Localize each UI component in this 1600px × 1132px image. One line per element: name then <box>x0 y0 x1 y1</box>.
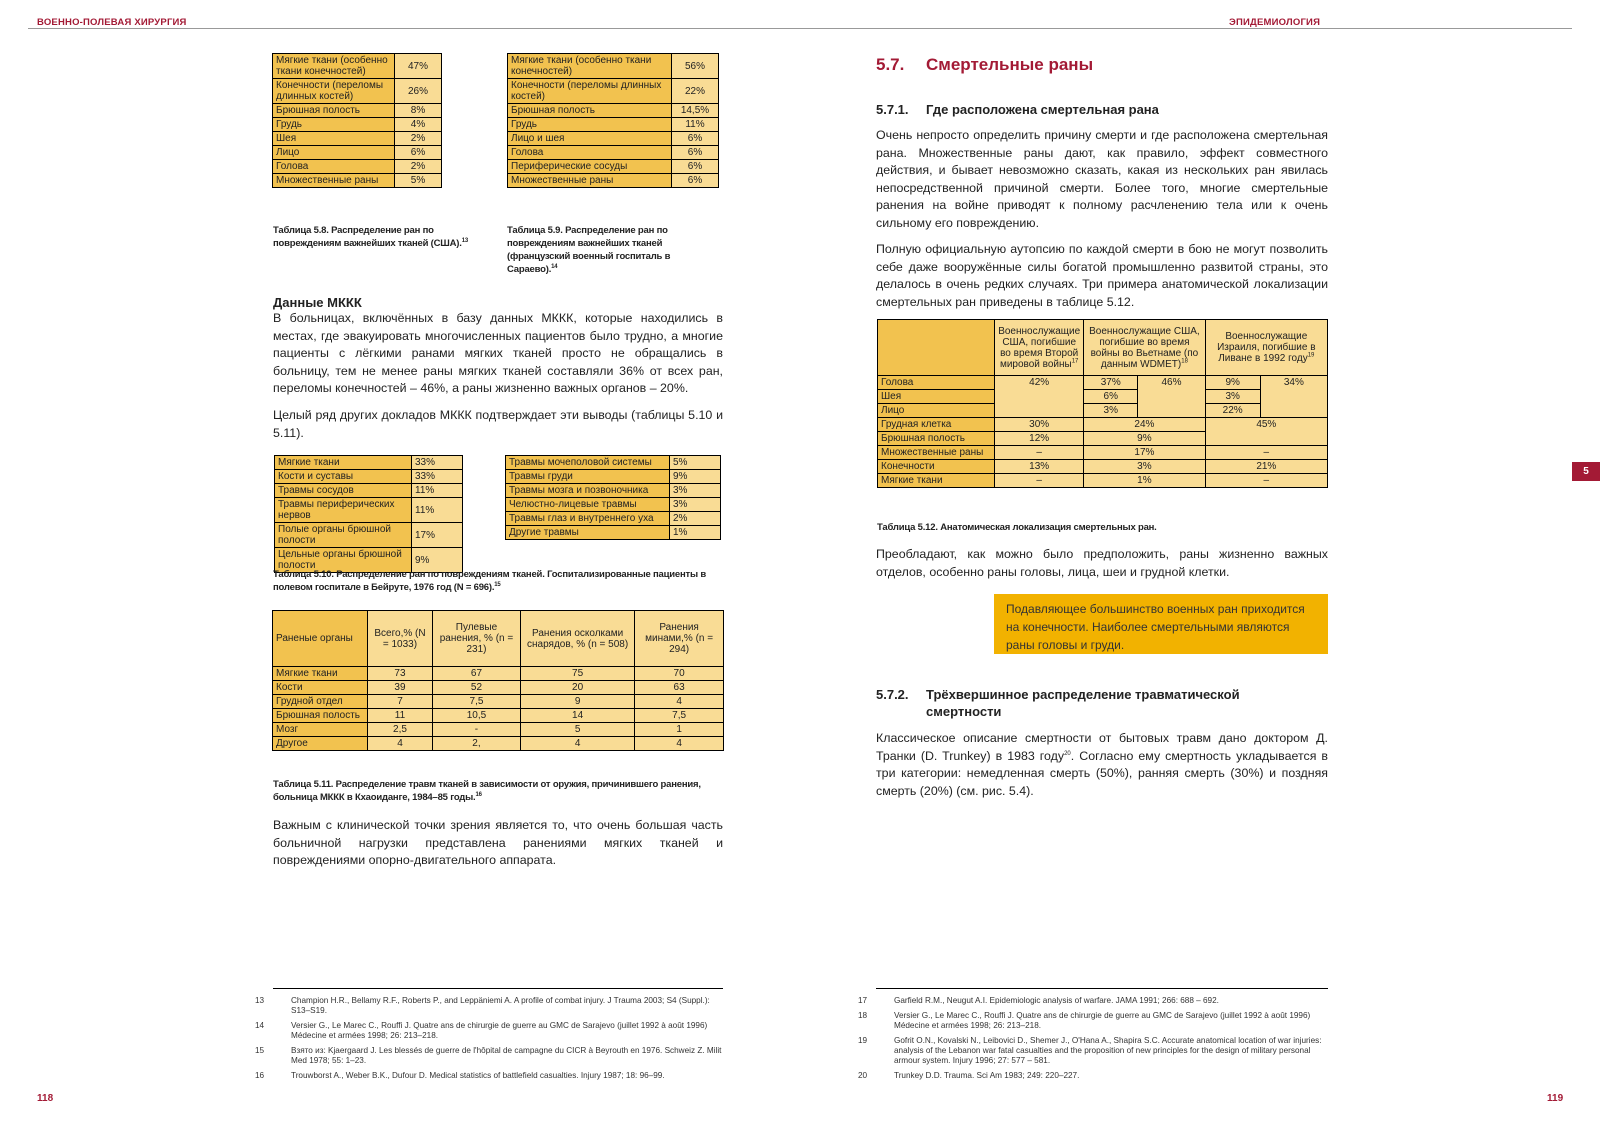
row-value: 52 <box>432 681 520 695</box>
callout-box: Подавляющее большинство военных ран приходится на конечности. Наиболее смертельными являются раны головы и груди. <box>994 594 1328 654</box>
icrc-paragraph-2: Целый ряд других докладов МККК подтверждает эти выводы (таблицы 5.10 и 5.11). <box>273 408 723 440</box>
paragraph-trunkey-ref: 20 <box>1064 750 1071 757</box>
footnote-number: 19 <box>858 1036 868 1045</box>
table-row <box>273 104 442 118</box>
subsection-heading-5-7-1 <box>876 101 1159 118</box>
table-5-12-row-abdomen: Брюшная полость <box>878 432 995 446</box>
row-label: Мягкие ткани <box>275 456 412 470</box>
table-row <box>506 526 721 540</box>
table-row <box>508 79 719 104</box>
row-value: 33% <box>412 456 463 470</box>
table-row <box>273 118 442 132</box>
footnote-text: Trouwborst A., Weber B.K., Dufour D. Medical statistics of battlefield casualties. Injury 1987; 18: 96–99. <box>291 1071 665 1080</box>
row-label: Мягкие ткани (особенно ткани конечностей) <box>508 54 672 79</box>
paragraph-trunkey <box>876 730 1328 800</box>
row-value: 4 <box>635 695 724 709</box>
row-label: Конечности (переломы длинных костей) <box>508 79 672 104</box>
table-row <box>508 54 719 79</box>
row-value: 11% <box>412 484 463 498</box>
footnote-text: Gofrit O.N., Kovalski N., Leibovici D., Shemer J., O'Hana A., Shapira S.C. Accurate anatomical location of war injuries: analysis of the Lebanon war fatal casualties and the proposition of new principles for the design of military personal armour system. Injury 1996; 27: 577 – 581. <box>894 1036 1322 1065</box>
table-row <box>273 709 724 723</box>
row-label: Лицо <box>273 146 395 160</box>
footnote-rule-right <box>876 988 1328 989</box>
row-value: 6% <box>672 132 719 146</box>
table-row <box>275 523 463 548</box>
row-value: 33% <box>412 470 463 484</box>
footnote <box>255 1071 723 1081</box>
running-header-right: ЭПИДЕМИОЛОГИЯ <box>1229 17 1321 28</box>
row-label: Травмы периферических нервов <box>275 498 412 523</box>
table-5-12-cell: 30% <box>995 418 1084 432</box>
row-value: 75 <box>520 667 634 681</box>
row-label: Мягкие ткани <box>273 667 368 681</box>
table-5-12-cell: – <box>1205 474 1327 488</box>
header-rule-left <box>28 28 968 29</box>
table-5-12-row-face: Лицо <box>878 404 995 418</box>
row-label: Брюшная полость <box>508 104 672 118</box>
table-5-12-cell: 45% <box>1205 418 1327 446</box>
table-5-12-row-limbs: Конечности <box>878 460 995 474</box>
table-row <box>273 695 724 709</box>
page-number-left: 118 <box>37 1093 54 1104</box>
footnote <box>858 1036 1328 1066</box>
row-label: Мозг <box>273 723 368 737</box>
column-header: Всего,% (N = 1033) <box>368 611 433 667</box>
row-value: 9% <box>412 548 463 573</box>
table-5-12-cell: 21% <box>1205 460 1327 474</box>
table-5-12-cell: 3% <box>1205 390 1260 404</box>
table-5-12-cell: 6% <box>1084 390 1138 404</box>
table-5-10-left <box>274 455 463 573</box>
row-value: 2% <box>395 160 442 174</box>
row-value: 7,5 <box>432 695 520 709</box>
caption-5-9 <box>507 224 722 276</box>
row-value: 10,5 <box>432 709 520 723</box>
row-value: 20 <box>520 681 634 695</box>
caption-5-11-ref: 16 <box>475 791 482 798</box>
section-heading-5-7 <box>876 55 1093 75</box>
footnote <box>255 1021 723 1041</box>
table-5-12 <box>877 319 1328 488</box>
row-value: 63 <box>635 681 724 695</box>
row-label: Цельные органы брюшной полости <box>275 548 412 573</box>
row-label: Грудь <box>273 118 395 132</box>
table-row <box>506 470 721 484</box>
table-row <box>508 160 719 174</box>
subsection-title-2 <box>926 686 1240 720</box>
row-value: 14,5% <box>672 104 719 118</box>
table-5-12-cell: 1% <box>1084 474 1205 488</box>
footnote-number: 14 <box>255 1021 265 1030</box>
icrc-heading: Данные МККК <box>273 295 362 310</box>
table-5-12-cell: 22% <box>1205 404 1260 418</box>
table-row <box>275 470 463 484</box>
row-value: 8% <box>395 104 442 118</box>
footnote-number: 18 <box>858 1011 868 1020</box>
row-value: 9% <box>670 470 721 484</box>
subsection-title: Где расположена смертельная рана <box>926 102 1159 117</box>
caption-5-10-text: Таблица 5.10. Распределение ран по повреждениям тканей. Госпитализированные пациенты в полевом госпитале в Бейруте, 1976 год (N = 696). <box>273 569 706 593</box>
table-row <box>273 79 442 104</box>
row-value: 11% <box>412 498 463 523</box>
caption-5-11 <box>273 778 713 804</box>
row-value: 3% <box>670 498 721 512</box>
row-value: - <box>432 723 520 737</box>
row-value: 3% <box>670 484 721 498</box>
footnote-text: Garfield R.M., Neugut A.I. Epidemiologic analysis of warfare. JAMA 1991; 266: 688 – 692. <box>894 996 1219 1005</box>
row-label: Голова <box>508 146 672 160</box>
table-row <box>275 484 463 498</box>
row-value: 5% <box>395 174 442 188</box>
row-value: 4 <box>368 737 433 751</box>
row-label: Лицо и шея <box>508 132 672 146</box>
table-row <box>273 132 442 146</box>
row-label: Челюстно-лицевые травмы <box>506 498 670 512</box>
section-title: Смертельные раны <box>926 55 1094 74</box>
footnotes-left <box>255 996 723 1086</box>
caption-5-8-ref: 13 <box>461 237 468 244</box>
table-5-12-header-vietnam: Военнослужащие США, погибшие во время войны во Вьетнаме (по данным WDMET)$^{18}$ <box>1084 320 1205 376</box>
row-value: 7 <box>368 695 433 709</box>
row-value: 11 <box>368 709 433 723</box>
row-value: 6% <box>672 146 719 160</box>
row-label: Грудь <box>508 118 672 132</box>
row-label: Множественные раны <box>508 174 672 188</box>
table-row <box>273 681 724 695</box>
row-value: 11% <box>672 118 719 132</box>
row-value: 6% <box>395 146 442 160</box>
row-value: 6% <box>672 174 719 188</box>
table-5-12-row-soft: Мягкие ткани <box>878 474 995 488</box>
footnote <box>858 996 1328 1006</box>
icrc-paragraph-1: В больницах, включённых в базу данных МККК, которые находились в местах, где эвакуировать многочисленных пациентов было трудно, а многие пациенты с лёгкими ранами мягких тканей просто не обращались в больницу, тем не менее раны мягких тканей составляли 36% от всех ран, переломы конечностей – 46%, а раны жизненно важных органов – 20%. <box>273 311 723 395</box>
table-5-12-header-lebanon: Военнослужащие Израиля, погибшие в Ливане в 1992 году$^{19}$ <box>1205 320 1327 376</box>
row-label: Кости <box>273 681 368 695</box>
caption-5-11-text: Таблица 5.11. Распределение травм тканей в зависимости от оружия, причинившего ранения, больница МККК в Кхаоиданге, 1984–85 годы. <box>273 779 701 803</box>
row-label: Кости и суставы <box>275 470 412 484</box>
caption-5-10-ref: 15 <box>494 581 501 588</box>
table-row <box>506 456 721 470</box>
table-row <box>275 456 463 470</box>
row-label: Мягкие ткани (особенно ткани конечностей) <box>273 54 395 79</box>
table-row <box>275 498 463 523</box>
subsection-number: 5.7.1. <box>876 102 909 117</box>
table-row <box>508 118 719 132</box>
caption-5-10 <box>273 568 713 594</box>
row-label: Травмы груди <box>506 470 670 484</box>
row-value: 73 <box>368 667 433 681</box>
subsection-title-2-line1: Трёхвершинное распределение травматической <box>926 687 1240 702</box>
table-5-12-cell: 9% <box>1084 432 1205 446</box>
footnote-text: Versier G., Le Marec C., Rouffi J. Quatre ans de chirurgie de guerre au GMC de Sarajevo (juillet 1992 à août 1996) Médecine et armées 1998; 26: 213–218. <box>291 1021 708 1040</box>
caption-5-8 <box>273 224 493 250</box>
row-label: Другое <box>273 737 368 751</box>
row-value: 4% <box>395 118 442 132</box>
row-value: 6% <box>672 160 719 174</box>
row-value: 1 <box>635 723 724 737</box>
paragraph-trunkey-text: Классическое описание смертности от бытовых травм дано доктором Д. Транки (D. Trunkey) в 1983 году <box>876 731 1328 763</box>
table-row <box>273 54 442 79</box>
row-value: 70 <box>635 667 724 681</box>
caption-5-9-ref: 14 <box>551 263 558 270</box>
row-label: Брюшная полость <box>273 709 368 723</box>
row-label: Множественные раны <box>273 174 395 188</box>
row-label: Полые органы брюшной полости <box>275 523 412 548</box>
column-header: Ранения осколками снарядов, % (n = 508) <box>520 611 634 667</box>
row-label: Грудной отдел <box>273 695 368 709</box>
table-row <box>273 160 442 174</box>
footnote-number: 13 <box>255 996 265 1005</box>
footnote-text: Взято из: Kjaergaard J. Les blessés de guerre de l'hôpital de campagne du CICR à Beyrouth en 1976. Schweiz Z. Milit Med 1978; 55: 1–23. <box>291 1046 722 1065</box>
row-value: 2,5 <box>368 723 433 737</box>
table-row <box>508 174 719 188</box>
paragraph-trunkey-tail: . Согласно ему смертность укладывается в три категории: немедленная смерть (50%), ранняя смерть (30%) и поздняя смерть (20%) (см. рис. 5.4). <box>876 748 1328 798</box>
footnote-rule-left <box>273 988 723 989</box>
row-value: 2, <box>432 737 520 751</box>
table-5-12-cell: 3% <box>1084 460 1205 474</box>
paragraph-fatal-1: Очень непросто определить причину смерти и где расположена смертельная рана. Множественные раны дают, как правило, эффект совместного действия, и бывает невозможно сказать, какая из нескольких ран явилась непосредственной причиной смерти. Более того, многие смертельные ранения на войне приводят к полному расчленению тела или к очень сильному его повреждению. <box>876 128 1328 230</box>
row-value: 5% <box>670 456 721 470</box>
footnote-text: Trunkey D.D. Trauma. Sci Am 1983; 249: 220–227. <box>894 1071 1080 1080</box>
table-5-12-cell: 24% <box>1084 418 1205 432</box>
footnote-text: Versier G., Le Marec C., Rouffi J. Quatre ans de chirurgie de guerre au GMC de Sarajevo (juillet 1992 à août 1996) Médecine et armées 1998; 26: 213–218. <box>894 1011 1311 1030</box>
row-value: 39 <box>368 681 433 695</box>
table-header-row <box>273 611 724 667</box>
table-5-12-cell: 42% <box>995 376 1084 418</box>
chapter-tab: 5 <box>1572 462 1600 481</box>
table-row <box>508 132 719 146</box>
row-label: Периферические сосуды <box>508 160 672 174</box>
table-5-12-cell: 12% <box>995 432 1084 446</box>
table-5-12-cell: – <box>1205 446 1327 460</box>
caption-5-8-text: Таблица 5.8. Распределение ран по повреждениям важнейших тканей (США). <box>273 225 462 249</box>
table-row <box>273 146 442 160</box>
table-row <box>273 723 724 737</box>
row-value: 56% <box>672 54 719 79</box>
row-value: 9 <box>520 695 634 709</box>
row-label: Другие травмы <box>506 526 670 540</box>
header-rule-right <box>866 28 1572 29</box>
table-row <box>506 484 721 498</box>
footnote-text: Champion H.R., Bellamy R.F., Roberts P., and Leppäniemi A. A profile of combat injury. J Trauma 2003; S4 (Suppl.): S13–S19. <box>291 996 710 1015</box>
row-value: 67 <box>432 667 520 681</box>
row-value: 14 <box>520 709 634 723</box>
table-5-12-cell: 46% <box>1138 376 1205 418</box>
table-5-12-row-neck: Шея <box>878 390 995 404</box>
paragraph-clinical: Важным с клинической точки зрения является то, что очень большая часть больничной нагрузки представлена ранениями мягких тканей и повреждениями опорно-двигательного аппарата. <box>273 818 723 867</box>
row-label: Травмы мозга и позвоночника <box>506 484 670 498</box>
footnote-number: 15 <box>255 1046 265 1055</box>
table-5-12-cell: 17% <box>1084 446 1205 460</box>
row-label: Травмы глаз и внутреннего уха <box>506 512 670 526</box>
page-number-right: 119 <box>1547 1093 1564 1104</box>
table-5-12-cell: – <box>995 474 1084 488</box>
column-header: Раненые органы <box>273 611 368 667</box>
row-value: 22% <box>672 79 719 104</box>
row-value: 2% <box>395 132 442 146</box>
row-label: Брюшная полость <box>273 104 395 118</box>
caption-5-12: Таблица 5.12. Анатомическая локализация смертельных ран. <box>877 522 1157 533</box>
row-value: 17% <box>412 523 463 548</box>
table-5-12-cell: 3% <box>1084 404 1138 418</box>
table-row <box>273 174 442 188</box>
table-5-12-row-chest: Грудная клетка <box>878 418 995 432</box>
subsection-title-2-line2: смертности <box>926 704 1002 719</box>
footnote <box>255 996 723 1016</box>
table-5-12-cell: – <box>995 446 1084 460</box>
subsection-heading-5-7-2 <box>876 686 1240 720</box>
table-row <box>273 667 724 681</box>
footnote-number: 16 <box>255 1071 265 1080</box>
running-header-left: ВОЕННО-ПОЛЕВАЯ ХИРУРГИЯ <box>37 17 187 28</box>
table-5-12-header-ww2: Военнослужащие США, погибшие во время Второй мировой войны$^{17}$ <box>995 320 1084 376</box>
table-row <box>273 737 724 751</box>
footnote <box>858 1071 1328 1081</box>
footnotes-right <box>858 996 1328 1086</box>
row-label: Шея <box>273 132 395 146</box>
subsection-number-2: 5.7.2. <box>876 687 909 702</box>
table-5-11 <box>272 610 724 751</box>
row-value: 26% <box>395 79 442 104</box>
row-value: 2% <box>670 512 721 526</box>
row-label: Голова <box>273 160 395 174</box>
table-5-12-row-multiple: Множественные раны <box>878 446 995 460</box>
row-value: 47% <box>395 54 442 79</box>
table-row <box>506 512 721 526</box>
row-value: 4 <box>635 737 724 751</box>
column-header: Пулевые ранения, % (n = 231) <box>432 611 520 667</box>
table-5-12-corner <box>878 320 995 376</box>
footnote <box>255 1046 723 1066</box>
caption-5-9-text: Таблица 5.9. Распределение ран по повреждениям важнейших тканей (французский военный госпиталь в Сараево). <box>507 225 671 275</box>
row-value: 1% <box>670 526 721 540</box>
section-number: 5.7. <box>876 55 905 74</box>
row-value: 7,5 <box>635 709 724 723</box>
row-value: 4 <box>520 737 634 751</box>
paragraph-prevail: Преобладают, как можно было предположить, раны жизненно важных отделов, особенно раны головы, лица, шеи и грудной клетки. <box>876 547 1328 579</box>
column-header: Ранения минами,% (n = 294) <box>635 611 724 667</box>
table-5-8 <box>272 53 442 188</box>
table-5-12-cell: 9% <box>1205 376 1260 390</box>
paragraph-fatal-2: Полную официальную аутопсию по каждой смерти в бою не могут позволить себе даже вооружённые силы богатой промышленно развитой страны, это делалось в очень редких случаях. Три примера анатомической локализации смертельных ран приведены в таблице 5.12. <box>876 242 1328 309</box>
row-label: Конечности (переломы длинных костей) <box>273 79 395 104</box>
footnote-number: 20 <box>858 1071 868 1080</box>
table-row <box>508 104 719 118</box>
row-label: Травмы сосудов <box>275 484 412 498</box>
table-5-10-right <box>505 455 721 540</box>
footnote-number: 17 <box>858 996 868 1005</box>
table-row <box>506 498 721 512</box>
table-5-12-cell: 13% <box>995 460 1084 474</box>
table-5-9 <box>507 53 719 188</box>
table-5-12-row-head: Голова <box>878 376 995 390</box>
row-value: 5 <box>520 723 634 737</box>
row-label: Травмы мочеполовой системы <box>506 456 670 470</box>
table-5-12-cell: 34% <box>1260 376 1327 418</box>
footnote <box>858 1011 1328 1031</box>
table-5-12-cell: 37% <box>1084 376 1138 390</box>
table-row <box>508 146 719 160</box>
